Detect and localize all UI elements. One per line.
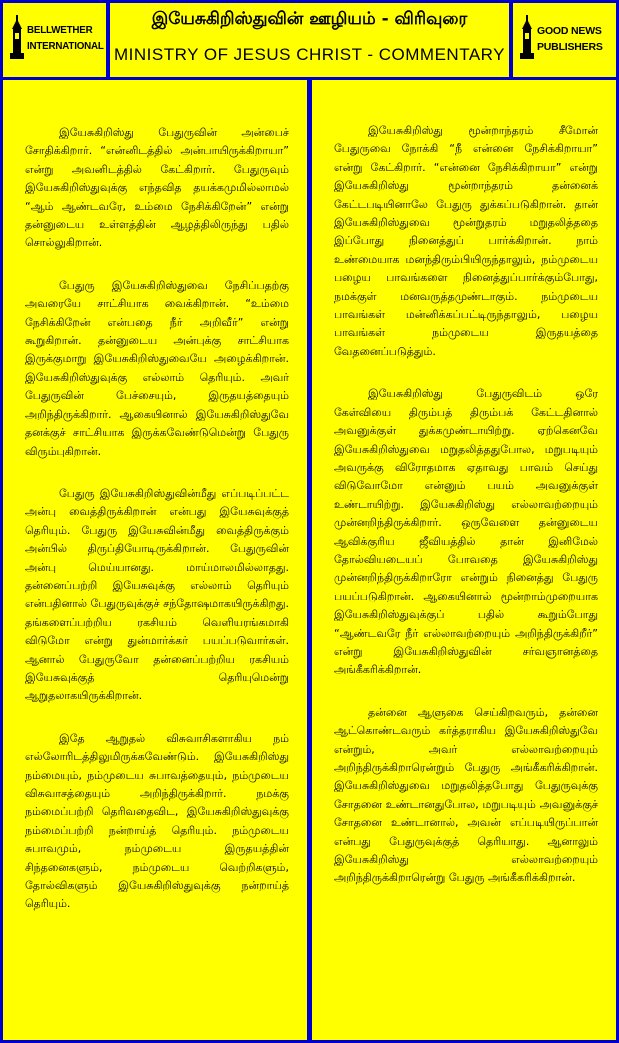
good-news-logo [513, 3, 616, 77]
right-paragraph-3: தன்னை ஆளுகை செய்கிறவரும், தன்னை ஆட்கொண்டவரும் கர்த்தராகிய இயேசுகிறிஸ்துவே என்றும், அவர் எல்லாவற்றையும் அறிந்திருக்கிறாரென்றும் பேதுரு அங்கீகரிக்கிறான். இயேசுகிறிஸ்துவை மறுதலித்தபோது பேதுருவுக்கு சோதனை உண்டானதுபோல, மறுபடியும் அவனுக்குச் சோதனை உண்டானால், அவன் எப்படியிருப்பான் என்பது பேதுருவுக்குத் தெரியாது. ஆனாலும் இயேசுகிறிஸ்து எல்லாவற்றையும் அறிந்திருக்கிறாரென்று பேதுரு அங்கீகரிக்கிறான். [334, 705, 598, 885]
right-logo-line1: GOOD NEWS [537, 25, 602, 37]
right-column [312, 80, 616, 1040]
bell-tower-icon [519, 15, 535, 59]
right-paragraph-2: இயேசுகிறிஸ்து பேதுருவிடம் ஒரே கேள்வியை திரும்பத் திரும்பக் கேட்டதினால் அவனுக்குள் துக்கமுண்டாயிற்று. ஏற்கெனவே இயேசுகிறிஸ்துவை மறுதலித்ததுபோல, மறுபடியும் அவருக்கு விரோதமாக ஏதாவது பாவம் செய்து விடுவோமோ என்னும் பயம் அவனுக்குள் உண்டாயிற்று. இயேசுகிறிஸ்து எல்லாவற்றையும் முன்னறிந்திருக்கிறார். ஒருவேளை தன்னுடைய ஆவிக்குரிய ஜீவியத்தில் தான் இனிமேல் தோல்வியடையப் போவதை இயேசுகிறிஸ்து முன்னறிந்திருக்கிறாரோ என்றும் நினைத்து பேதுரு பயப்படுகிறான். ஆகையினால் மூன்றாம்முறையாக இயேசுகிறிஸ்துவுக்குப் பதில் கூறும்போது “ஆண்டவரே நீர் எல்லாவற்றையும் அறிந்திருக்கிறீர்” என்று இயேசுகிறிஸ்துவின் சர்வஞானத்தை அங்கீகரிக்கிறான். [334, 387, 598, 677]
left-paragraph-3: பேதுரு இயேசுகிறிஸ்துவின்மீது எப்படிப்பட்ட அன்பு வைத்திருக்கிறான் என்பது இயேசுவுக்குத் தெரியும். பேதுரு இயேசுவின்மீது வைத்திருக்கும் அன்பில் திருப்தியோடிருக்கிறான். பேதுருவின் அன்பு மெய்யானது. மாய்மாலமில்லாதது. தன்னைப்பற்றி இயேசுவுக்கு எல்லாம் தெரியும் என்பதினால் பேதுருவுக்குச் சந்தோஷமாகயிருக்கிறது. தங்களைப்பற்றிய ரகசியம் வெளியரங்கமாகி விடுமோ என்று துன்மார்க்கர் பயப்படுவார்கள். ஆனால் பேதுருவோ தன்னைப்பற்றிய ரகசியம் இயேசுவுக்குத் தெரியுமென்று ஆறுதலாகயிருக்கிறான். [25, 486, 289, 703]
left-paragraph-4: இதே ஆறுதல் விசுவாசிகளாகிய நம் எல்லோரிடத்திலுமிருக்கவேண்டும். இயேசுகிறிஸ்து நம்மையும், நம்முடைய சுபாவத்தையும், நம்முடைய விசுவாசத்தையும் அறிந்திருக்கிறார். நமக்கு நம்மைப்பற்றி தெரிவதைவிட, இயேசுகிறிஸ்துவுக்கு நம்மைப்பற்றி நன்றாய்த் தெரியும். நம்முடைய சுபாவமும், நம்முடைய இருதயத்தின் சிந்தனைகளும், நம்முடைய வெற்றிகளும், தோல்விகளும் இயேசுகிறிஸ்துவுக்கு நன்றாய்த் தெரியும். [25, 731, 289, 911]
left-paragraph-2: பேதுரு இயேசுகிறிஸ்துவை நேசிப்பதற்கு அவரையே சாட்சியாக வைக்கிறான். “உம்மை நேசிக்கிறேன் என்பதை நீர் அறிவீர்” என்று கூறுகிறான். தன்னுடைய அன்புக்கு சாட்சியாக இருக்குமாறு இயேசுகிறிஸ்துவையே அழைக்கிறான். இயேசுகிறிஸ்துவுக்கு எல்லாம் தெரியும். அவர் பேதுருவின் பேச்சையும், இருதயத்தையும் அறிந்திருக்கிறார். ஆகையினால் இயேசுகிறிஸ்துவே தனக்குச் சாட்சியாக இருக்கவேண்டுமென்று பேதுரு விரும்புகிறான். [25, 278, 289, 458]
left-paragraph-1: இயேசுகிறிஸ்து பேதுருவின் அன்பைச் சோதிக்கிறார். “என்னிடத்தில் அன்பாயிருக்கிறாயா” என்று அவனிடத்தில் கேட்கிறார். பேதுருவும் இயேசுகிறிஸ்துவுக்கு எந்தவித தயக்கமுமில்லாமல் “ஆம் ஆண்டவரே, உம்மை நேசிக்கிறேன்” என்று தன்னுடைய உள்ளத்தின் ஆழத்திலிருந்து பதில் சொல்லுகிறான். [25, 126, 289, 250]
left-logo-line2: INTERNATIONAL [27, 41, 104, 52]
bell-tower-icon [9, 15, 25, 59]
right-paragraph-1: இயேசுகிறிஸ்து மூன்றாந்தரம் சீமோன் பேதுருவை நோக்கி “நீ என்னை நேசிக்கிறாயா” என்று கேட்கிறார். “என்னை நேசிக்கிறாயா” என்று இயேசுகிறிஸ்து மூன்றாந்தரம் தன்னைக் கேட்டபடியினாலே பேதுரு துக்கப்படுகிறான். தான் இயேசுகிறிஸ்துவை மூன்றுதரம் மறுதலித்ததை இப்போது நினைத்துப் பார்க்கிறான். நாம் உண்மையாக மனந்திரும்பியிருந்தாலும், நம்முடைய பழைய பாவங்களை நினைத்துப்பார்க்கும்போது, நமக்குள் மனவருத்தமுண்டாகும். நம்முடைய பாவங்கள் மன்னிக்கப்பட்டிருந்தாலும், பழைய பாவங்கள் நம்முடைய இருதயத்தை வேதனைப்படுத்தும். [334, 124, 598, 358]
bellwether-logo [3, 3, 106, 77]
left-logo-line1: BELLWETHER [27, 25, 93, 36]
page-title-box [110, 3, 509, 77]
left-column [3, 80, 307, 1040]
page-title-tamil: இயேசுகிறிஸ்துவின் ஊழியம் - விரிவுரை [151, 9, 468, 29]
page-title-english: MINISTRY OF JESUS CHRIST - COMMENTARY [114, 45, 505, 64]
right-logo-line2: PUBLISHERS [537, 41, 603, 53]
